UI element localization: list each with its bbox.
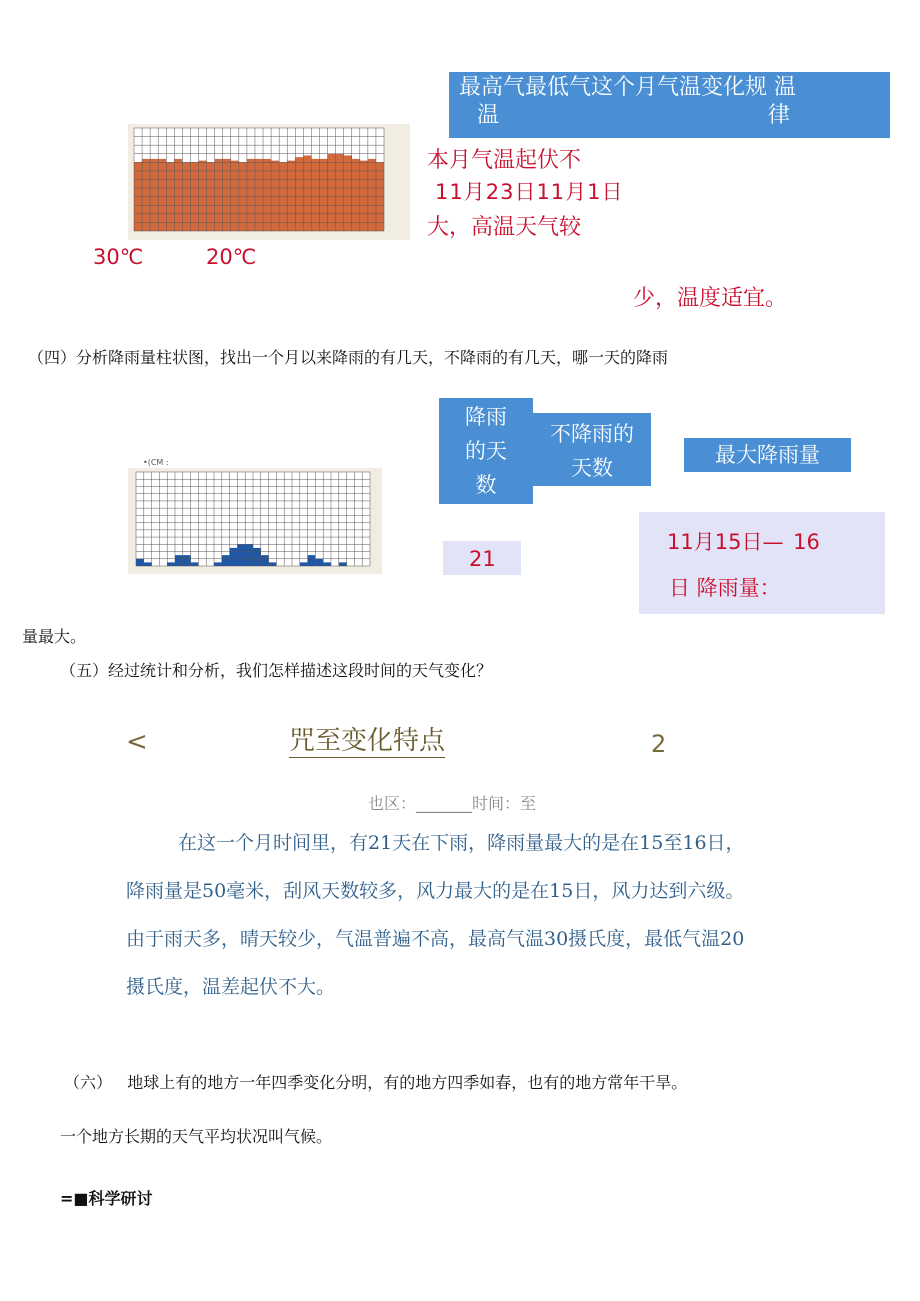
temp-bar — [215, 159, 223, 231]
rain-bar — [300, 562, 308, 566]
section5-question: （五）经过统计和分析，我们怎样描述这段时间的天气变化？ — [60, 661, 493, 680]
temp-bar — [158, 159, 166, 231]
temp-bar — [368, 159, 376, 231]
summary-text — [126, 819, 886, 1011]
temp-bar — [319, 159, 327, 231]
temp-bar — [344, 155, 352, 231]
min-temp-value: 20℃ — [206, 245, 257, 269]
rain-bar — [253, 548, 261, 566]
rain-bar — [183, 555, 191, 566]
temp-bar — [263, 159, 271, 231]
temp-bar — [328, 154, 336, 231]
science-discussion-heading: =■科学研讨 — [60, 1189, 153, 1208]
rain-bar — [136, 559, 144, 566]
rain-bar — [222, 555, 230, 566]
summary-line2: 降雨量是50毫米，刮风天数较多，风力最大的是在15日，风力达到六级。 — [126, 880, 745, 902]
section6-text: （六） 地球上有的地方一年四季变化分明，有的地方四季如春，也有的地方常年干旱。 — [64, 1073, 688, 1092]
temp-header-line2-right: 律 — [767, 103, 790, 128]
rain-bar — [315, 559, 323, 566]
temp-bar — [174, 159, 182, 231]
rain-bar — [230, 548, 238, 566]
summary-title: 咒至变化特点 — [289, 726, 446, 756]
temp-header-line2-left: 温 — [477, 103, 500, 128]
temp-bar — [223, 159, 231, 231]
rain-chart-unit: •(CM : — [143, 458, 169, 467]
temperature-chart — [128, 124, 410, 240]
max-rain-box — [684, 438, 851, 472]
climate-definition: 一个地方长期的天气平均状况叫气候。 — [60, 1127, 333, 1146]
max-rain-label: 最大降雨量 — [715, 443, 820, 467]
rain-days-label: 降雨的天数 — [465, 405, 507, 497]
temp-bar — [311, 159, 319, 231]
rain-bar — [323, 562, 331, 566]
rain-bar — [261, 555, 269, 566]
summary-line1: 在这一个月时间里，有21天在下雨，降雨量最大的是在15至16日， — [178, 832, 745, 854]
rain-bar — [167, 562, 175, 566]
temp-answer-line4: 少，温度适宜。 — [633, 286, 788, 311]
temp-bar — [360, 161, 368, 231]
max-temp-value: 30℃ — [93, 245, 144, 269]
rain-days-value-box — [443, 541, 521, 575]
temp-bar — [271, 161, 279, 231]
region-time-line: 也区：_______时间：至 — [368, 794, 537, 813]
rain-bar — [175, 555, 183, 566]
temp-bar — [352, 159, 360, 231]
rain-bar — [269, 562, 277, 566]
temp-table-header — [449, 72, 890, 138]
temp-answer-line2: 11月23日11月1日 — [435, 180, 624, 204]
max-rain-value-box — [639, 512, 885, 614]
temp-header-line1: 最高气最低气这个月气温变化规 温 — [459, 75, 796, 100]
max-rain-value-line2: 日 降雨量： — [669, 576, 781, 600]
rain-bar — [191, 562, 199, 566]
temp-bar — [295, 157, 303, 231]
temp-answer-line1: 本月气温起伏不 — [427, 148, 582, 173]
temp-bar — [150, 159, 158, 231]
temp-bar — [199, 161, 207, 231]
temp-bar — [255, 159, 263, 231]
summary-number: 2 — [651, 730, 667, 758]
rainfall-chart — [128, 468, 382, 574]
temp-bar — [142, 159, 150, 231]
no-rain-days-label: 不降雨的天数 — [550, 422, 634, 480]
temp-bar — [231, 161, 239, 231]
section4-question-cont: 量最大。 — [22, 627, 87, 646]
chevron-left-icon: < — [126, 727, 148, 757]
rain-bar — [237, 544, 245, 566]
summary-line3: 由于雨天多，晴天较少，气温普遍不高，最高气温30摄氏度，最低气温20 — [126, 928, 745, 950]
summary-line4: 摄氏度，温差起伏不大。 — [126, 976, 336, 998]
rain-bar — [308, 555, 316, 566]
temp-bar — [247, 159, 255, 231]
rain-days-value: 21 — [469, 547, 496, 571]
max-rain-value-line1: 11月15日— 16 — [667, 530, 820, 554]
rain-bar — [339, 562, 347, 566]
rain-days-box — [439, 398, 533, 504]
section4-question: （四）分析降雨量柱状图，找出一个月以来降雨的有几天，不降雨的有几天，哪一天的降雨 — [28, 348, 669, 367]
rain-bar — [144, 562, 152, 566]
temp-bar — [336, 154, 344, 231]
temp-answer-line3: 大，高温天气较 — [427, 215, 582, 240]
temp-bar — [287, 161, 295, 231]
rain-bar — [214, 562, 222, 566]
no-rain-days-box — [533, 413, 651, 486]
rain-bar — [245, 544, 253, 566]
temp-bar — [303, 155, 311, 231]
